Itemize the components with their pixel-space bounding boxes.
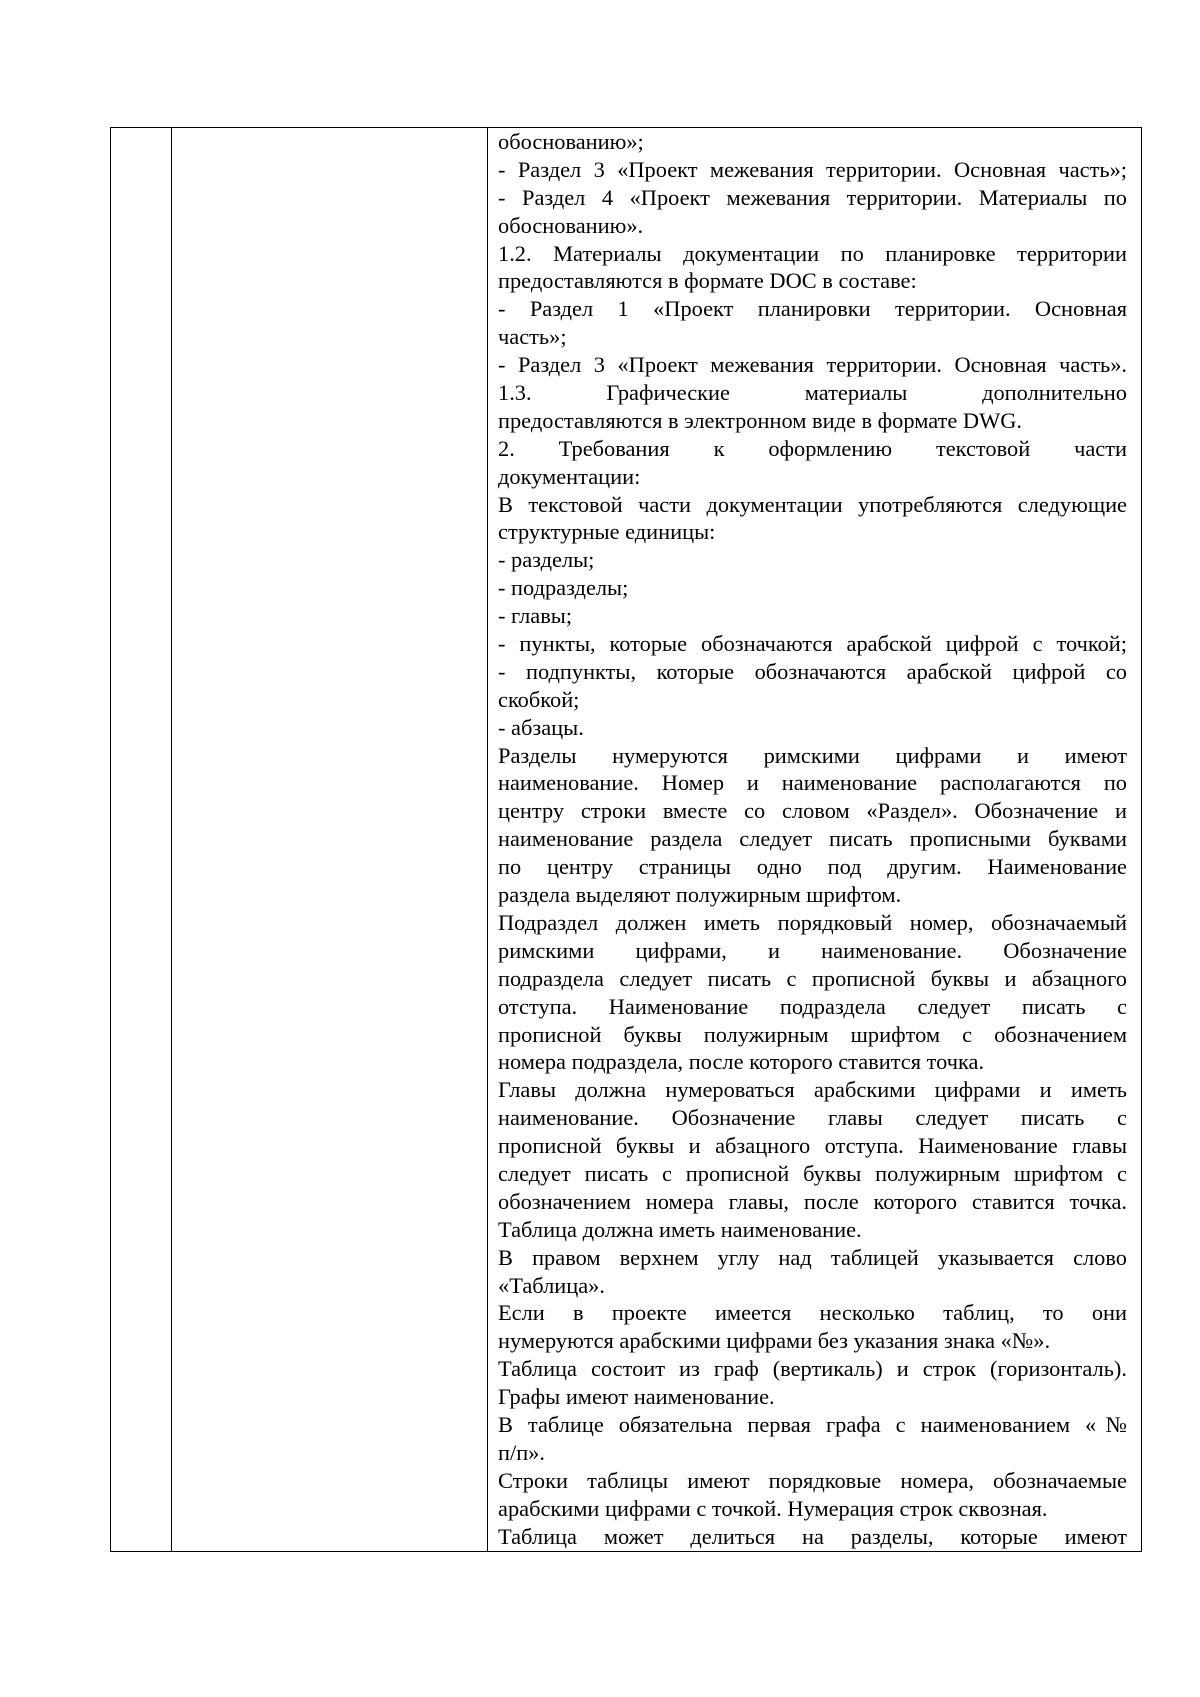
text-line: римскими цифрами, и наименование. Обозначение xyxy=(498,937,1127,963)
text-line: - Раздел 3 «Проект межевания территории. Основная часть»; xyxy=(498,156,1127,182)
text-line: - подразделы; xyxy=(498,575,629,601)
text-line: - подпункты, которые обозначаются арабской цифрой со xyxy=(498,658,1127,684)
document-table xyxy=(110,127,1142,1552)
table-cell-name xyxy=(172,128,488,1551)
text-line: В таблице обязательна первая графа с наименованием «№ xyxy=(498,1411,1127,1437)
text-line: Если в проекте имеется несколько таблиц, то они xyxy=(498,1300,1127,1326)
text-line: документации: xyxy=(498,463,641,489)
table-cell-requirements xyxy=(488,128,1141,1551)
text-line: обоснованию»; xyxy=(498,129,644,154)
text-line: «Таблица». xyxy=(498,1272,605,1298)
text-line: Подраздел должен иметь порядковый номер, обозначаемый xyxy=(498,909,1127,935)
text-line: В текстовой части документации употребляются следующие xyxy=(498,491,1127,517)
text-line: Строки таблицы имеют порядковые номера, обозначаемые xyxy=(498,1467,1127,1493)
text-line: отступа. Наименование подраздела следует писать с xyxy=(498,993,1127,1019)
text-line: подраздела следует писать с прописной буквы и абзацного xyxy=(498,965,1127,991)
text-line: Таблица должна иметь наименование. xyxy=(498,1216,862,1242)
text-line: - Раздел 1 «Проект планировки территории. Основная xyxy=(498,296,1127,322)
text-line: нумеруются арабскими цифрами без указания знака «№». xyxy=(498,1328,1051,1354)
text-line: - абзацы. xyxy=(498,714,584,740)
text-line: - главы; xyxy=(498,603,573,629)
text-line: 2. Требования к оформлению текстовой части xyxy=(498,435,1127,461)
text-line: - Раздел 4 «Проект межевания территории. Материалы по xyxy=(498,184,1127,210)
text-line: п/п». xyxy=(498,1439,545,1465)
text-line: Таблица состоит из граф (вертикаль) и строк (горизонталь). xyxy=(498,1356,1127,1382)
text-line: обоснованию». xyxy=(498,212,644,238)
text-line: наименование раздела следует писать прописными буквами xyxy=(498,826,1127,852)
text-line: арабскими цифрами с точкой. Нумерация строк сквозная. xyxy=(498,1495,1048,1521)
text-line: раздела выделяют полужирным шрифтом. xyxy=(498,882,902,908)
text-line: прописной буквы и абзацного отступа. Наименование главы xyxy=(498,1133,1127,1159)
text-line: Таблица может делиться на разделы, которые имеют xyxy=(498,1523,1127,1549)
text-line: скобкой; xyxy=(498,686,580,712)
text-line: Разделы нумеруются римскими цифрами и имеют xyxy=(498,742,1127,768)
text-line: прописной буквы полужирным шрифтом с обозначением xyxy=(498,1021,1127,1047)
text-line: наименование. Номер и наименование располагаются по xyxy=(498,770,1127,796)
text-line: - разделы; xyxy=(498,547,595,573)
text-line: обозначением номера главы, после которого ставится точка. xyxy=(498,1188,1127,1214)
table-cell-number xyxy=(111,128,172,1551)
text-line: Главы должна нумероваться арабскими цифрами и иметь xyxy=(498,1077,1127,1103)
text-line: - пункты, которые обозначаются арабской цифрой с точкой; xyxy=(498,631,1127,657)
text-line: по центру страницы одно под другим. Наименование xyxy=(498,854,1127,880)
text-line: часть»; xyxy=(498,324,567,350)
text-line: следует писать с прописной буквы полужирным шрифтом с xyxy=(498,1160,1127,1186)
text-line: наименование. Обозначение главы следует писать с xyxy=(498,1105,1127,1131)
text-line: предоставляются в электронном виде в формате DWG. xyxy=(498,407,1022,433)
text-line: 1.2. Материалы документации по планировке территории xyxy=(498,240,1127,266)
text-line: центру строки вместе со словом «Раздел». Обозначение и xyxy=(498,798,1127,824)
text-line: предоставляются в формате DOC в составе: xyxy=(498,268,917,294)
text-line: номера подраздела, после которого ставится точка. xyxy=(498,1049,985,1075)
text-line: В правом верхнем углу над таблицей указывается слово xyxy=(498,1244,1127,1270)
text-line: - Раздел 3 «Проект межевания территории. Основная часть». xyxy=(498,352,1127,378)
text-line: структурные единицы: xyxy=(498,519,716,545)
text-line: Графы имеют наименование. xyxy=(498,1384,775,1410)
text-line: 1.3. Графические материалы дополнительно xyxy=(498,380,1127,406)
